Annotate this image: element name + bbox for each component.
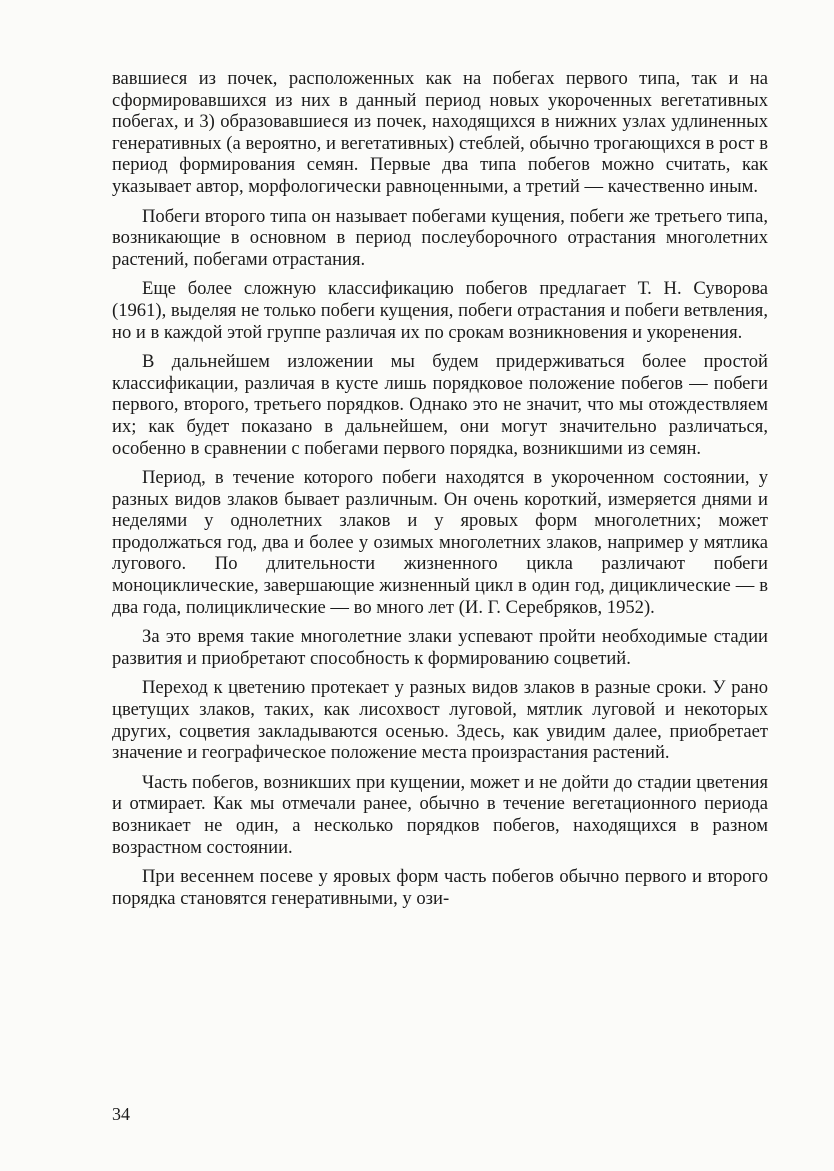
paragraph-7: Переход к цветению протекает у разных видов злаков в разные сроки. У рано цветущих злаков, таких, как лисохвост луговой, мятлик луговой и некоторых других, соцветия закладываются осенью. Здесь, как увидим далее, приобретает значение и географическое положение места произрастания растений. (112, 677, 768, 764)
paragraph-2: Побеги второго типа он называет побегами кущения, побеги же третьего типа, возникающие в основном в период послеуборочного отрастания многолетних растений, побегами отрастания. (112, 205, 768, 270)
paragraph-4: В дальнейшем изложении мы будем придерживаться более простой классификации, различая в кусте лишь порядковое положение побегов — побеги первого, второго, третьего порядков. Однако это не значит, что мы отождествляем их; как будет показано в дальнейшем, они могут значительно различаться, особенно в сравнении с побегами первого порядка, возникшими из семян. (112, 351, 768, 459)
paragraph-8: Часть побегов, возникших при кущении, может и не дойти до стадии цветения и отмирает. Как мы отмечали ранее, обычно в течение вегетационного периода возникает не один, а несколько порядков побегов, находящихся в разном возрастном состоянии. (112, 771, 768, 858)
paragraph-9: При весеннем посеве у яровых форм часть побегов обычно первого и второго порядка становятся генеративными, у ози- (112, 866, 768, 909)
paragraph-5: Период, в течение которого побеги находятся в укороченном состоянии, у разных видов злаков бывает различным. Он очень короткий, измеряется днями и неделями у однолетних злаков и у яровых форм многолетних; может продолжаться год, два и более у озимых многолетних злаков, например у мятлика лугового. По длительности жизненного цикла различают побеги моноциклические, завершающие жизненный цикл в один год, дициклические — в два года, полициклические — во много лет (И. Г. Серебряков, 1952). (112, 467, 768, 618)
paragraph-6: За это время такие многолетние злаки успевают пройти необходимые стадии развития и приобретают способность к формированию соцветий. (112, 626, 768, 669)
paragraph-3: Еще более сложную классификацию побегов предлагает Т. Н. Суворова (1961), выделяя не только побеги кущения, побеги отрастания и побеги ветвления, но и в каждой этой группе различая их по срокам возникновения и укоренения. (112, 278, 768, 343)
body-text (112, 68, 768, 917)
page-number: 34 (112, 1104, 130, 1124)
paragraph-1: вавшиеся из почек, расположенных как на побегах первого типа, так и на сформировавшихся из них в данный период новых укороченных вегетативных побегах, и 3) образовавшиеся из почек, находящихся в нижних узлах удлиненных генеративных (а вероятно, и вегетативных) стеблей, обычно трогающихся в рост в период формирования семян. Первые два типа побегов можно считать, как указывает автор, морфологически равноценными, а третий — качественно иным. (112, 68, 768, 197)
